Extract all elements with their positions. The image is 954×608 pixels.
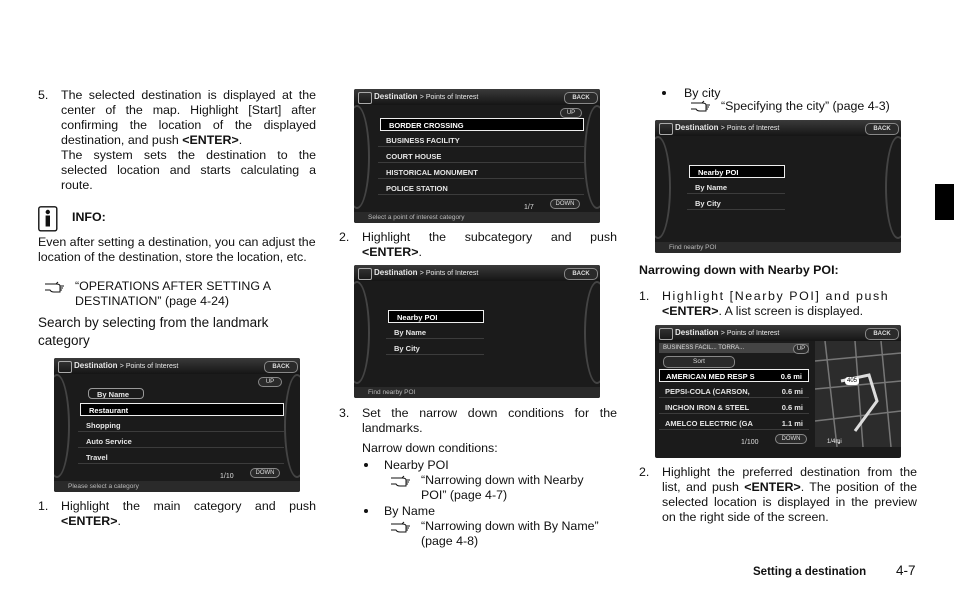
step-5-text bbox=[61, 88, 316, 148]
filter-bar: BUSINESS FACIL... TORRA... bbox=[659, 343, 809, 353]
step-1-body: Highlight the main category and push bbox=[61, 499, 316, 513]
poi-list-item[interactable] bbox=[659, 417, 809, 430]
step-1-end: . bbox=[117, 514, 121, 528]
poi-list-item[interactable] bbox=[659, 385, 809, 398]
menu-item-border-crossing[interactable] bbox=[380, 118, 584, 131]
menu-item-by-name[interactable]: By Name bbox=[88, 388, 144, 399]
poi-name: PEPSI-COLA (CARSON, bbox=[665, 387, 750, 396]
right-step-2-enter: <ENTER> bbox=[744, 480, 801, 494]
menu-item-label: Nearby POI bbox=[698, 168, 739, 177]
narrow-conditions-label: Narrow down conditions: bbox=[362, 441, 498, 455]
bullet-dot bbox=[662, 91, 666, 95]
decorative-arc bbox=[655, 136, 671, 239]
info-reference: “OPERATIONS AFTER SETTING A DESTINATION” (page 4-24) bbox=[75, 279, 271, 308]
destination-icon bbox=[659, 328, 673, 340]
nav-screen-nearby-poi bbox=[655, 120, 901, 253]
poi-distance: 0.6 mi bbox=[780, 372, 802, 381]
step-5-number: 5. bbox=[38, 88, 49, 102]
menu-item-nearby-poi[interactable] bbox=[388, 310, 484, 323]
screen-title: Destination bbox=[374, 92, 418, 101]
right-step-1-end: . A list screen is displayed. bbox=[718, 304, 864, 318]
step-2-enter: <ENTER> bbox=[362, 245, 419, 259]
right-step-2-number: 2. bbox=[639, 465, 650, 479]
section-tab bbox=[935, 184, 954, 220]
screen-breadcrumb: > Points of Interest bbox=[720, 125, 780, 132]
screen-header bbox=[354, 89, 600, 105]
bullet-dot bbox=[364, 509, 368, 513]
step-3-number: 3. bbox=[339, 406, 350, 420]
step-5-end: . bbox=[238, 133, 243, 147]
decorative-arc bbox=[284, 374, 300, 478]
back-button[interactable]: BACK bbox=[264, 361, 298, 373]
sort-button[interactable]: Sort bbox=[663, 356, 735, 368]
step-2-text bbox=[362, 230, 617, 260]
down-button[interactable]: DOWN bbox=[775, 434, 807, 444]
screen-footer: Select a point of interest category bbox=[354, 212, 600, 223]
screen-breadcrumb: > Points of Interest bbox=[419, 94, 479, 101]
screen-title: Destination bbox=[675, 123, 719, 132]
right-step-2-body: Highlight the preferred destination from the list, and push bbox=[662, 465, 917, 494]
menu-item-by-city[interactable]: By City bbox=[687, 197, 785, 210]
pointing-hand-icon bbox=[390, 474, 412, 488]
menu-item-restaurant[interactable] bbox=[80, 403, 284, 416]
bullet-nearby-poi-reference: “Narrowing down with Nearby POI” (page 4-7) bbox=[421, 473, 584, 502]
info-text: Even after setting a destination, you can adjust the location of the destination, store the location, etc. bbox=[38, 235, 316, 264]
screen-footer: Please select a category bbox=[54, 481, 300, 492]
poi-list-item[interactable] bbox=[659, 401, 809, 414]
right-step-1-body: Highlight [Nearby POI] and push bbox=[662, 289, 890, 303]
decorative-arc bbox=[584, 281, 600, 384]
step-5-body: The selected destination is displayed at the center of the map. Highlight [Start] after confirming the location of the displayed destination, and push bbox=[61, 88, 316, 147]
pointing-hand-icon bbox=[44, 280, 66, 294]
menu-item-auto-service[interactable]: Auto Service bbox=[78, 435, 284, 448]
step-1-number: 1. bbox=[38, 499, 49, 513]
pointing-hand-icon bbox=[390, 520, 412, 534]
poi-distance: 1.1 mi bbox=[781, 419, 803, 428]
step-5-enter: <ENTER> bbox=[182, 133, 239, 147]
step-2-number: 2. bbox=[339, 230, 350, 244]
screen-breadcrumb: > Points of Interest bbox=[720, 330, 780, 337]
poi-distance: 0.6 mi bbox=[781, 387, 803, 396]
back-button[interactable]: BACK bbox=[865, 123, 899, 135]
up-button[interactable]: UP bbox=[560, 108, 582, 118]
menu-item-business-facility[interactable]: BUSINESS FACILITY bbox=[378, 134, 584, 147]
screen-header bbox=[54, 358, 300, 374]
right-step-1-text bbox=[662, 289, 918, 319]
down-button[interactable]: DOWN bbox=[550, 199, 580, 209]
map-scale: 1/4mi bbox=[827, 439, 842, 445]
page-indicator: 1/10 bbox=[220, 473, 234, 480]
back-button[interactable]: BACK bbox=[865, 328, 899, 340]
right-step-1-enter: <ENTER> bbox=[662, 304, 719, 318]
subsection-heading: Narrowing down with Nearby POI: bbox=[639, 263, 839, 277]
step-5-result: The system sets the destination to the selected location and starts calculating a route. bbox=[61, 148, 316, 192]
route-shield: 405 bbox=[847, 378, 858, 384]
poi-name: INCHON IRON & STEEL bbox=[665, 403, 750, 412]
screen-title: Destination bbox=[675, 328, 719, 337]
pointing-hand-icon bbox=[690, 99, 712, 113]
destination-icon bbox=[58, 361, 72, 373]
poi-list-item[interactable] bbox=[659, 369, 809, 382]
screen-footer: Find nearby POI bbox=[655, 242, 901, 253]
back-button[interactable]: BACK bbox=[564, 268, 598, 280]
menu-item-label: Restaurant bbox=[89, 406, 129, 415]
nav-screen-subcategories bbox=[354, 89, 600, 223]
menu-item-police-station[interactable]: POLICE STATION bbox=[378, 182, 584, 195]
bullet-nearby-poi: Nearby POI bbox=[384, 458, 449, 472]
poi-name: AMELCO ELECTRIC (GA bbox=[665, 419, 753, 428]
nav-screen-poi-list bbox=[655, 325, 901, 458]
right-step-1-number: 1. bbox=[639, 289, 650, 303]
bullet-by-city-reference: “Specifying the city” (page 4-3) bbox=[721, 99, 890, 113]
menu-item-by-name[interactable]: By Name bbox=[386, 326, 484, 339]
screen-breadcrumb: > Points of Interest bbox=[419, 270, 479, 277]
info-icon bbox=[38, 206, 65, 232]
up-button[interactable]: UP bbox=[258, 377, 282, 387]
right-step-2-end: . The position of the selected location is displayed in the preview on the right side of the screen. bbox=[662, 480, 917, 524]
map-roads bbox=[815, 341, 901, 447]
decorative-arc bbox=[54, 374, 70, 478]
selection-dot bbox=[483, 314, 484, 320]
nav-screen-categories bbox=[54, 358, 300, 492]
menu-item-historical-monument[interactable]: HISTORICAL MONUMENT bbox=[378, 166, 584, 179]
decorative-arc bbox=[354, 281, 370, 384]
down-button[interactable]: DOWN bbox=[250, 468, 280, 478]
map-preview bbox=[815, 341, 901, 447]
destination-icon bbox=[358, 268, 372, 280]
step-3-text: Set the narrow down conditions for the landmarks. bbox=[362, 406, 617, 435]
menu-item-nearby-poi[interactable] bbox=[689, 165, 785, 178]
nav-screen-narrow-options bbox=[354, 265, 600, 398]
bullet-by-name: By Name bbox=[384, 504, 435, 518]
section-heading: Search by selecting from the landmark category bbox=[38, 315, 269, 348]
menu-item-travel[interactable]: Travel bbox=[78, 451, 284, 464]
screen-footer: Find nearby POI bbox=[354, 387, 600, 398]
step-1-text bbox=[61, 499, 316, 529]
decorative-arc bbox=[354, 105, 370, 209]
screen-title: Destination bbox=[74, 361, 118, 370]
step-1-enter: <ENTER> bbox=[61, 514, 118, 528]
up-button[interactable]: UP bbox=[793, 344, 809, 354]
destination-icon bbox=[659, 123, 673, 135]
screen-header bbox=[354, 265, 600, 281]
decorative-arc bbox=[584, 105, 600, 209]
menu-item-shopping[interactable]: Shopping bbox=[78, 419, 284, 432]
bullet-dot bbox=[364, 463, 368, 467]
page-indicator: 1/7 bbox=[524, 204, 534, 211]
page-footer-title: Setting a destination bbox=[753, 566, 867, 578]
menu-item-label: BORDER CROSSING bbox=[389, 121, 464, 130]
poi-name: AMERICAN MED RESP S bbox=[666, 372, 755, 381]
page-indicator: 1/100 bbox=[741, 439, 759, 446]
screen-header bbox=[655, 120, 901, 136]
bullet-by-city: By city bbox=[684, 86, 721, 100]
step-2-end: . bbox=[418, 245, 422, 259]
selection-dot bbox=[583, 122, 584, 128]
screen-breadcrumb: > Points of Interest bbox=[119, 363, 179, 370]
step-2-body: Highlight the subcategory and push bbox=[362, 230, 617, 244]
info-label: INFO: bbox=[72, 210, 106, 224]
back-button[interactable]: BACK bbox=[564, 92, 598, 104]
selection-dot bbox=[283, 407, 284, 413]
destination-icon bbox=[358, 92, 372, 104]
menu-item-label: Nearby POI bbox=[397, 313, 438, 322]
screen-header bbox=[655, 325, 901, 341]
bullet-by-name-reference: “Narrowing down with By Name” (page 4-8) bbox=[421, 519, 599, 548]
menu-item-by-city[interactable]: By City bbox=[386, 342, 484, 355]
decorative-arc bbox=[885, 136, 901, 239]
screen-title: Destination bbox=[374, 268, 418, 277]
menu-item-by-name[interactable]: By Name bbox=[687, 181, 785, 194]
right-step-2-text bbox=[662, 465, 917, 525]
selection-dot bbox=[784, 169, 785, 175]
page-number: 4-7 bbox=[896, 563, 916, 578]
poi-distance: 0.6 mi bbox=[781, 403, 803, 412]
menu-item-court-house[interactable]: COURT HOUSE bbox=[378, 150, 584, 163]
